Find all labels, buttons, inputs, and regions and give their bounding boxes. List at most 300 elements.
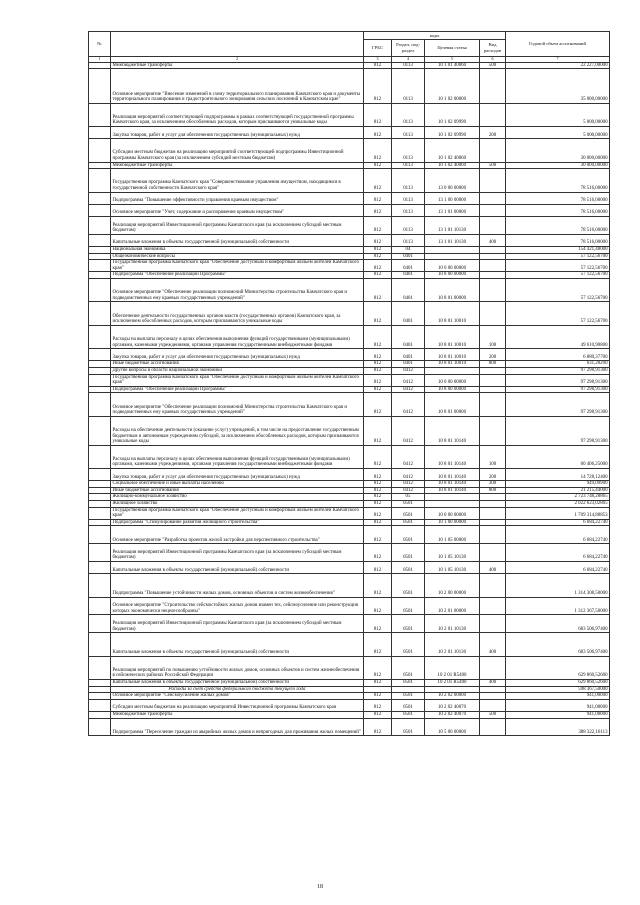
table-row <box>89 711 610 718</box>
row-amount: 5 000,00000 <box>506 103 610 126</box>
row-grbs: 812 <box>364 103 392 126</box>
row-exp-type: 800 <box>480 361 506 368</box>
row-grbs: 812 <box>364 393 392 416</box>
row-section: 0113 <box>392 204 425 216</box>
row-amount: 97 298,91300 <box>506 367 610 374</box>
row-amount: 97 298,91300 <box>506 393 610 416</box>
row-number <box>89 481 111 488</box>
row-amount: 598 367,50000 <box>506 686 610 693</box>
row-number <box>89 234 111 246</box>
row-section: 0412 <box>392 481 425 488</box>
row-exp-type: 200 <box>480 127 506 139</box>
row-number <box>89 204 111 216</box>
table-row <box>89 103 610 126</box>
table-row <box>89 494 610 501</box>
row-amount: 30 000,00000 <box>506 139 610 162</box>
row-name: Основное мероприятие "Учет, содержание и распоряжение краевым имуществом" <box>111 204 364 216</box>
row-exp-type <box>480 192 506 204</box>
row-name: Социальное обеспечение и иные выплаты населению <box>111 481 364 488</box>
row-amount: 1 312 367,50000 <box>506 597 610 615</box>
row-number <box>89 597 111 615</box>
row-target <box>425 367 480 374</box>
row-number <box>89 718 111 736</box>
row-number <box>89 445 111 468</box>
table-row <box>89 139 610 162</box>
row-grbs: 812 <box>364 217 392 235</box>
row-name: Государственная программа Камчатского края "Совершенствование управления имуществом, находящимся в государственной собственности Камчатского края" <box>111 169 364 192</box>
row-grbs: 812 <box>364 693 392 700</box>
row-name: Межбюджетные трансферты <box>111 711 364 718</box>
header-grbs: ГРБС <box>364 40 392 57</box>
row-target: 10 2 01 10130 <box>425 615 480 633</box>
row-section: 0113 <box>392 103 425 126</box>
row-grbs: 812 <box>364 302 392 325</box>
row-grbs: 812 <box>364 481 392 488</box>
row-section: 0412 <box>392 374 425 386</box>
row-grbs: 812 <box>364 501 392 508</box>
row-number <box>89 711 111 718</box>
row-amount: 683 506,97400 <box>506 615 610 633</box>
row-number <box>89 103 111 126</box>
row-target: 10 1 02 09990 <box>425 103 480 126</box>
row-grbs: 812 <box>364 416 392 445</box>
row-name: Реализация мероприятий Инвестиционной программы Камчатского края (за исключением субсидий местным бюджетам) <box>111 217 364 235</box>
row-number <box>89 62 111 69</box>
row-target: 10 1 02 09990 <box>425 127 480 139</box>
row-amount: 6 684,22740 <box>506 544 610 562</box>
column-number: 3 <box>364 57 392 63</box>
row-grbs: 812 <box>364 519 392 526</box>
row-target <box>425 686 480 693</box>
row-exp-type: 400 <box>480 562 506 574</box>
header-target: Целевая статья <box>425 40 480 57</box>
row-target: 10 8 01 10010 <box>425 302 480 325</box>
row-exp-type <box>480 103 506 126</box>
table-row <box>89 272 610 279</box>
row-section: 0401 <box>392 260 425 272</box>
row-name: Подпрограмма "Повышение эффективности управления краевым имуществом" <box>111 192 364 204</box>
row-target <box>425 494 480 501</box>
row-grbs: 812 <box>364 247 392 254</box>
row-name: Реализация мероприятий Инвестиционной программы Камчатского края (за исключением субсидий местным бюджетам) <box>111 544 364 562</box>
row-exp-type <box>480 386 506 393</box>
row-exp-type <box>480 260 506 272</box>
row-amount: 6 684,22740 <box>506 519 610 526</box>
row-exp-type: 300 <box>480 481 506 488</box>
table-row <box>89 633 610 656</box>
row-exp-type <box>480 574 506 597</box>
row-name: Капитальные вложения в объекты государственной (муниципальной) собственности <box>111 679 364 686</box>
row-name: Межбюджетные трансферты <box>111 162 364 169</box>
row-target: 10 8 00 00000 <box>425 386 480 393</box>
row-number <box>89 367 111 374</box>
table-row <box>89 481 610 488</box>
row-name: Подпрограмма "Обеспечение реализации Программы" <box>111 386 364 393</box>
column-number: 4 <box>392 57 425 63</box>
row-number <box>89 656 111 679</box>
row-number <box>89 349 111 361</box>
row-target: 10 1 05 10130 <box>425 544 480 562</box>
row-amount: 941,00000 <box>506 699 610 711</box>
table-row <box>89 127 610 139</box>
row-amount: 6 684,22740 <box>506 526 610 544</box>
row-name: Подпрограмма "Переселение граждан из аварийных жилых домов и непригодных для проживания жилых помещений" <box>111 718 364 736</box>
row-grbs: 812 <box>364 162 392 169</box>
row-name: Государственная программа Камчатского края "Обеспечение доступным и комфортным жильем жителей Камчатского края" <box>111 260 364 272</box>
row-exp-type <box>480 204 506 216</box>
table-row <box>89 393 610 416</box>
row-target: 10 8 01 10140 <box>425 469 480 481</box>
row-target <box>425 501 480 508</box>
table-row <box>89 325 610 348</box>
row-number <box>89 278 111 301</box>
row-grbs: 812 <box>364 597 392 615</box>
row-number <box>89 615 111 633</box>
column-number: 1 <box>89 57 111 63</box>
row-target: 10 5 00 00000 <box>425 718 480 736</box>
row-amount: 683 506,97400 <box>506 633 610 656</box>
row-number <box>89 562 111 574</box>
row-exp-type <box>480 278 506 301</box>
row-target: 10 8 01 10140 <box>425 481 480 488</box>
row-section: 04 <box>392 247 425 254</box>
row-number <box>89 169 111 192</box>
row-section: 0501 <box>392 711 425 718</box>
row-section: 0412 <box>392 416 425 445</box>
row-grbs: 812 <box>364 278 392 301</box>
row-amount: 6 684,22740 <box>506 562 610 574</box>
row-grbs: 812 <box>364 325 392 348</box>
row-number <box>89 127 111 139</box>
row-exp-type: 200 <box>480 469 506 481</box>
row-name: Расходы на выплаты персоналу в целях обеспечения выполнения функций государственными (муниципальными) органами, казенными учреждениями, органами управления государственными внебюджетными фондами <box>111 325 364 348</box>
table-row <box>89 367 610 374</box>
row-grbs: 812 <box>364 574 392 597</box>
row-section: 0113 <box>392 162 425 169</box>
table-row <box>89 445 610 468</box>
row-section: 0412 <box>392 445 425 468</box>
row-name: Обеспечение деятельности государственных органов власти (государственных органов) Камчатского края, за исключением обособленных расходов, которым присваиваются уникальные коды <box>111 302 364 325</box>
row-grbs: 812 <box>364 507 392 519</box>
row-name: Национальная экономика <box>111 247 364 254</box>
column-number: 7 <box>506 57 610 63</box>
table-row <box>89 679 610 686</box>
row-amount: 78 516,00000 <box>506 169 610 192</box>
row-name: Подпрограмма "Повышение устойчивости жилых домов, основных объектов и систем жизнеобеспечения" <box>111 574 364 597</box>
row-section: 0113 <box>392 169 425 192</box>
table-row <box>89 62 610 69</box>
row-number <box>89 507 111 519</box>
table-row <box>89 686 610 693</box>
row-target: 10 2 01 10130 <box>425 633 480 656</box>
row-amount: 78 516,00000 <box>506 204 610 216</box>
row-name: Основное мероприятие "Обеспечение реализации полномочий Министерства строительства Камчатского края и подведомственных ему краевых государственных учреждений" <box>111 278 364 301</box>
row-exp-type <box>480 526 506 544</box>
row-grbs: 812 <box>364 633 392 656</box>
header-name <box>111 32 364 57</box>
row-exp-type <box>480 393 506 416</box>
row-target: 10 8 01 10140 <box>425 487 480 494</box>
row-amount: 388 322,16113 <box>506 718 610 736</box>
page-number: 18 <box>317 884 323 890</box>
row-target: 10 1 05 10130 <box>425 562 480 574</box>
row-number <box>89 519 111 526</box>
row-name: Расходы за счет средств федерального бюджета текущего года <box>111 686 364 693</box>
table-row <box>89 501 610 508</box>
row-grbs: 812 <box>364 656 392 679</box>
row-section: 0501 <box>392 574 425 597</box>
row-grbs: 812 <box>364 445 392 468</box>
row-number <box>89 69 111 104</box>
row-name: Основное мероприятие "Обеспечение реализации полномочий Министерства строительства Камчатского края и подведомственных ему краевых государственных учреждений" <box>111 393 364 416</box>
row-target: 10 1 02 40060 <box>425 162 480 169</box>
row-section: 0401 <box>392 349 425 361</box>
row-grbs: 812 <box>364 367 392 374</box>
row-number <box>89 162 111 169</box>
row-grbs: 812 <box>364 192 392 204</box>
row-section: 0412 <box>392 487 425 494</box>
row-target <box>425 247 480 254</box>
row-target: 10 2 02 00000 <box>425 693 480 700</box>
row-grbs: 812 <box>364 69 392 104</box>
row-exp-type: 500 <box>480 711 506 718</box>
row-amount: 629 860,52600 <box>506 656 610 679</box>
table-row <box>89 69 610 104</box>
row-exp-type: 200 <box>480 349 506 361</box>
row-target: 10 2 01 R5400 <box>425 656 480 679</box>
row-grbs: 812 <box>364 469 392 481</box>
row-name: Реализация мероприятий по повышению устойчивости жилых домов, основных объектов и систем жизнеобеспечения в сейсмических районах Российской Федерации <box>111 656 364 679</box>
row-exp-type <box>480 519 506 526</box>
row-number <box>89 686 111 693</box>
row-exp-type <box>480 272 506 279</box>
table-row <box>89 416 610 445</box>
row-amount: 5 000,00000 <box>506 127 610 139</box>
row-name: Основное мероприятие "Строительство сейсмостойких жилых домов взамен тех, сейсмоусиление или реконструкция которых экономически нецелесообразны" <box>111 597 364 615</box>
row-target: 10 8 01 10140 <box>425 445 480 468</box>
row-exp-type <box>480 367 506 374</box>
row-name: Подпрограмма "Стимулирование развития жилищного строительства" <box>111 519 364 526</box>
table-row <box>89 260 610 272</box>
header-exp-type: Вид расходов <box>480 40 506 57</box>
row-target: 10 8 01 10010 <box>425 349 480 361</box>
row-grbs: 812 <box>364 127 392 139</box>
row-grbs: 812 <box>364 361 392 368</box>
row-name: Основное мероприятие "Внесение изменений в схему территориального планирования Камчатского края и документы территориального планирования и градостроительного зонирования сельских поселений в Камчатском крае" <box>111 69 364 104</box>
row-section: 0412 <box>392 469 425 481</box>
row-target: 10 1 02 00000 <box>425 69 480 104</box>
row-number <box>89 693 111 700</box>
row-section <box>392 686 425 693</box>
table-row <box>89 487 610 494</box>
row-section: 0501 <box>392 633 425 656</box>
row-target: 10 1 05 00000 <box>425 526 480 544</box>
row-grbs: 812 <box>364 139 392 162</box>
row-amount: 631,28200 <box>506 361 610 368</box>
row-name: Капитальные вложения в объекты государственной (муниципальной) собственности <box>111 234 364 246</box>
table-row <box>89 656 610 679</box>
row-exp-type <box>480 374 506 386</box>
row-name: Подпрограмма "Обеспечение реализации Программы" <box>111 272 364 279</box>
row-amount: 57 122,56700 <box>506 278 610 301</box>
row-section: 05 <box>392 494 425 501</box>
row-amount: 97 298,91300 <box>506 416 610 445</box>
row-section: 0113 <box>392 139 425 162</box>
row-number <box>89 302 111 325</box>
row-amount: 949,09900 <box>506 481 610 488</box>
row-target: 10 1 01 40060 <box>425 62 480 69</box>
row-target: 10 0 00 00000 <box>425 507 480 519</box>
row-section: 0501 <box>392 562 425 574</box>
row-amount: 2 723 748,28865 <box>506 494 610 501</box>
table-row <box>89 526 610 544</box>
table-row <box>89 699 610 711</box>
row-target: 10 8 01 10010 <box>425 361 480 368</box>
row-exp-type <box>480 544 506 562</box>
row-number <box>89 699 111 711</box>
row-name: Субсидии местным бюджетам на реализацию мероприятий соответствующей подпрограммы Инвестиционной программы Камчатского края (за исключением субсидий местным бюджетам) <box>111 139 364 162</box>
row-exp-type <box>480 615 506 633</box>
row-section: 0113 <box>392 69 425 104</box>
row-number <box>89 192 111 204</box>
row-target <box>425 253 480 260</box>
row-grbs: 812 <box>364 169 392 192</box>
row-number <box>89 272 111 279</box>
row-section: 0501 <box>392 597 425 615</box>
row-grbs: 812 <box>364 544 392 562</box>
table-row <box>89 469 610 481</box>
row-number <box>89 374 111 386</box>
row-name: Реализация мероприятий соответствующей подпрограммы в рамках соответствующей государственной программы Камчатского края, за исключением обособленных расходов, которым присваиваются уникальные коды <box>111 103 364 126</box>
table-row <box>89 361 610 368</box>
row-name: Государственная программа Камчатского края "Обеспечение доступным и комфортным жильем жителей Камчатского края" <box>111 374 364 386</box>
column-number: 6 <box>480 57 506 63</box>
row-section: 0412 <box>392 393 425 416</box>
row-exp-type: 500 <box>480 162 506 169</box>
row-section: 0401 <box>392 325 425 348</box>
row-name: Реализация мероприятий Инвестиционной программы Камчатского края (за исключением субсидий местным бюджетам) <box>111 615 364 633</box>
row-target: 10 1 02 40060 <box>425 139 480 162</box>
row-exp-type <box>480 699 506 711</box>
row-name: Жилищное хозяйство <box>111 501 364 508</box>
row-section: 0501 <box>392 507 425 519</box>
row-exp-type <box>480 416 506 445</box>
row-section: 0113 <box>392 217 425 235</box>
row-section: 0501 <box>392 699 425 711</box>
row-exp-type <box>480 217 506 235</box>
header-no: № <box>89 32 111 57</box>
row-name: Основное мероприятие "Сейсмоусиление жилых домов" <box>111 693 364 700</box>
row-grbs: 812 <box>364 699 392 711</box>
row-section: 0501 <box>392 615 425 633</box>
row-section: 0401 <box>392 361 425 368</box>
row-section: 0401 <box>392 272 425 279</box>
row-amount: 57 122,56700 <box>506 253 610 260</box>
table-row <box>89 192 610 204</box>
row-section: 0113 <box>392 62 425 69</box>
table-row <box>89 386 610 393</box>
row-section: 0401 <box>392 302 425 325</box>
row-grbs: 812 <box>364 718 392 736</box>
row-amount: 21 215,44000 <box>506 487 610 494</box>
row-exp-type: 400 <box>480 633 506 656</box>
row-section: 0412 <box>392 367 425 374</box>
row-amount: 78 516,00000 <box>506 217 610 235</box>
row-exp-type <box>480 597 506 615</box>
column-number: 2 <box>111 57 364 63</box>
row-number <box>89 416 111 445</box>
row-exp-type <box>480 686 506 693</box>
row-name: Жилищно-коммунальное хозяйство <box>111 494 364 501</box>
row-number <box>89 217 111 235</box>
row-name: Основное мероприятие "Разработка проектов жилой застройки для перспективного строительства" <box>111 526 364 544</box>
row-amount: 49 610,90800 <box>506 325 610 348</box>
row-number <box>89 494 111 501</box>
row-name: Межбюджетные трансферты <box>111 62 364 69</box>
row-amount: 97 298,91300 <box>506 374 610 386</box>
row-amount: 629 860,52600 <box>506 679 610 686</box>
row-grbs: 812 <box>364 494 392 501</box>
row-section: 0501 <box>392 526 425 544</box>
row-number <box>89 253 111 260</box>
table-row <box>89 247 610 254</box>
table-row <box>89 302 610 325</box>
column-number: 5 <box>425 57 480 63</box>
row-target: 10 2 02 40070 <box>425 711 480 718</box>
row-grbs: 812 <box>364 234 392 246</box>
row-section: 0501 <box>392 501 425 508</box>
row-number <box>89 260 111 272</box>
row-target: 10 2 02 40070 <box>425 699 480 711</box>
row-number <box>89 361 111 368</box>
row-target: 10 0 00 00000 <box>425 260 480 272</box>
row-grbs: 812 <box>364 562 392 574</box>
row-target: 10 0 00 00000 <box>425 374 480 386</box>
row-grbs: 812 <box>364 711 392 718</box>
row-exp-type <box>480 302 506 325</box>
table-row <box>89 234 610 246</box>
row-grbs: 812 <box>364 204 392 216</box>
row-name: Расходы на выплаты персоналу в целях обеспечения выполнения функций государственными (муниципальными) органами, казенными учреждениями, органами управления государственными внебюджетными фондами <box>111 445 364 468</box>
row-name: Общеэкономические вопросы <box>111 253 364 260</box>
table-row <box>89 519 610 526</box>
row-target: 10 2 01 R5400 <box>425 679 480 686</box>
row-target: 13 1 01 00000 <box>425 204 480 216</box>
header-codes: коды <box>364 32 506 40</box>
row-section: 0501 <box>392 656 425 679</box>
row-name: Государственная программа Камчатского края "Обеспечение доступным и комфортным жильем жителей Камчатского края" <box>111 507 364 519</box>
row-amount: 22 227,00000 <box>506 62 610 69</box>
row-number <box>89 526 111 544</box>
row-name: Закупка товаров, работ и услуг для обеспечения государственных (муниципальных) нужд <box>111 127 364 139</box>
row-amount: 941,00000 <box>506 693 610 700</box>
table-row <box>89 562 610 574</box>
row-target: 10 8 01 10010 <box>425 325 480 348</box>
row-section: 0113 <box>392 192 425 204</box>
row-amount: 2 022 623,02865 <box>506 501 610 508</box>
row-grbs: 812 <box>364 62 392 69</box>
row-exp-type <box>480 656 506 679</box>
row-section: 0501 <box>392 519 425 526</box>
row-grbs: 812 <box>364 386 392 393</box>
row-section: 0113 <box>392 127 425 139</box>
row-target: 13 0 00 00000 <box>425 169 480 192</box>
table-row <box>89 615 610 633</box>
row-number <box>89 469 111 481</box>
row-exp-type: 800 <box>480 487 506 494</box>
row-name: Иные бюджетные ассигнования <box>111 487 364 494</box>
row-section: 0412 <box>392 386 425 393</box>
